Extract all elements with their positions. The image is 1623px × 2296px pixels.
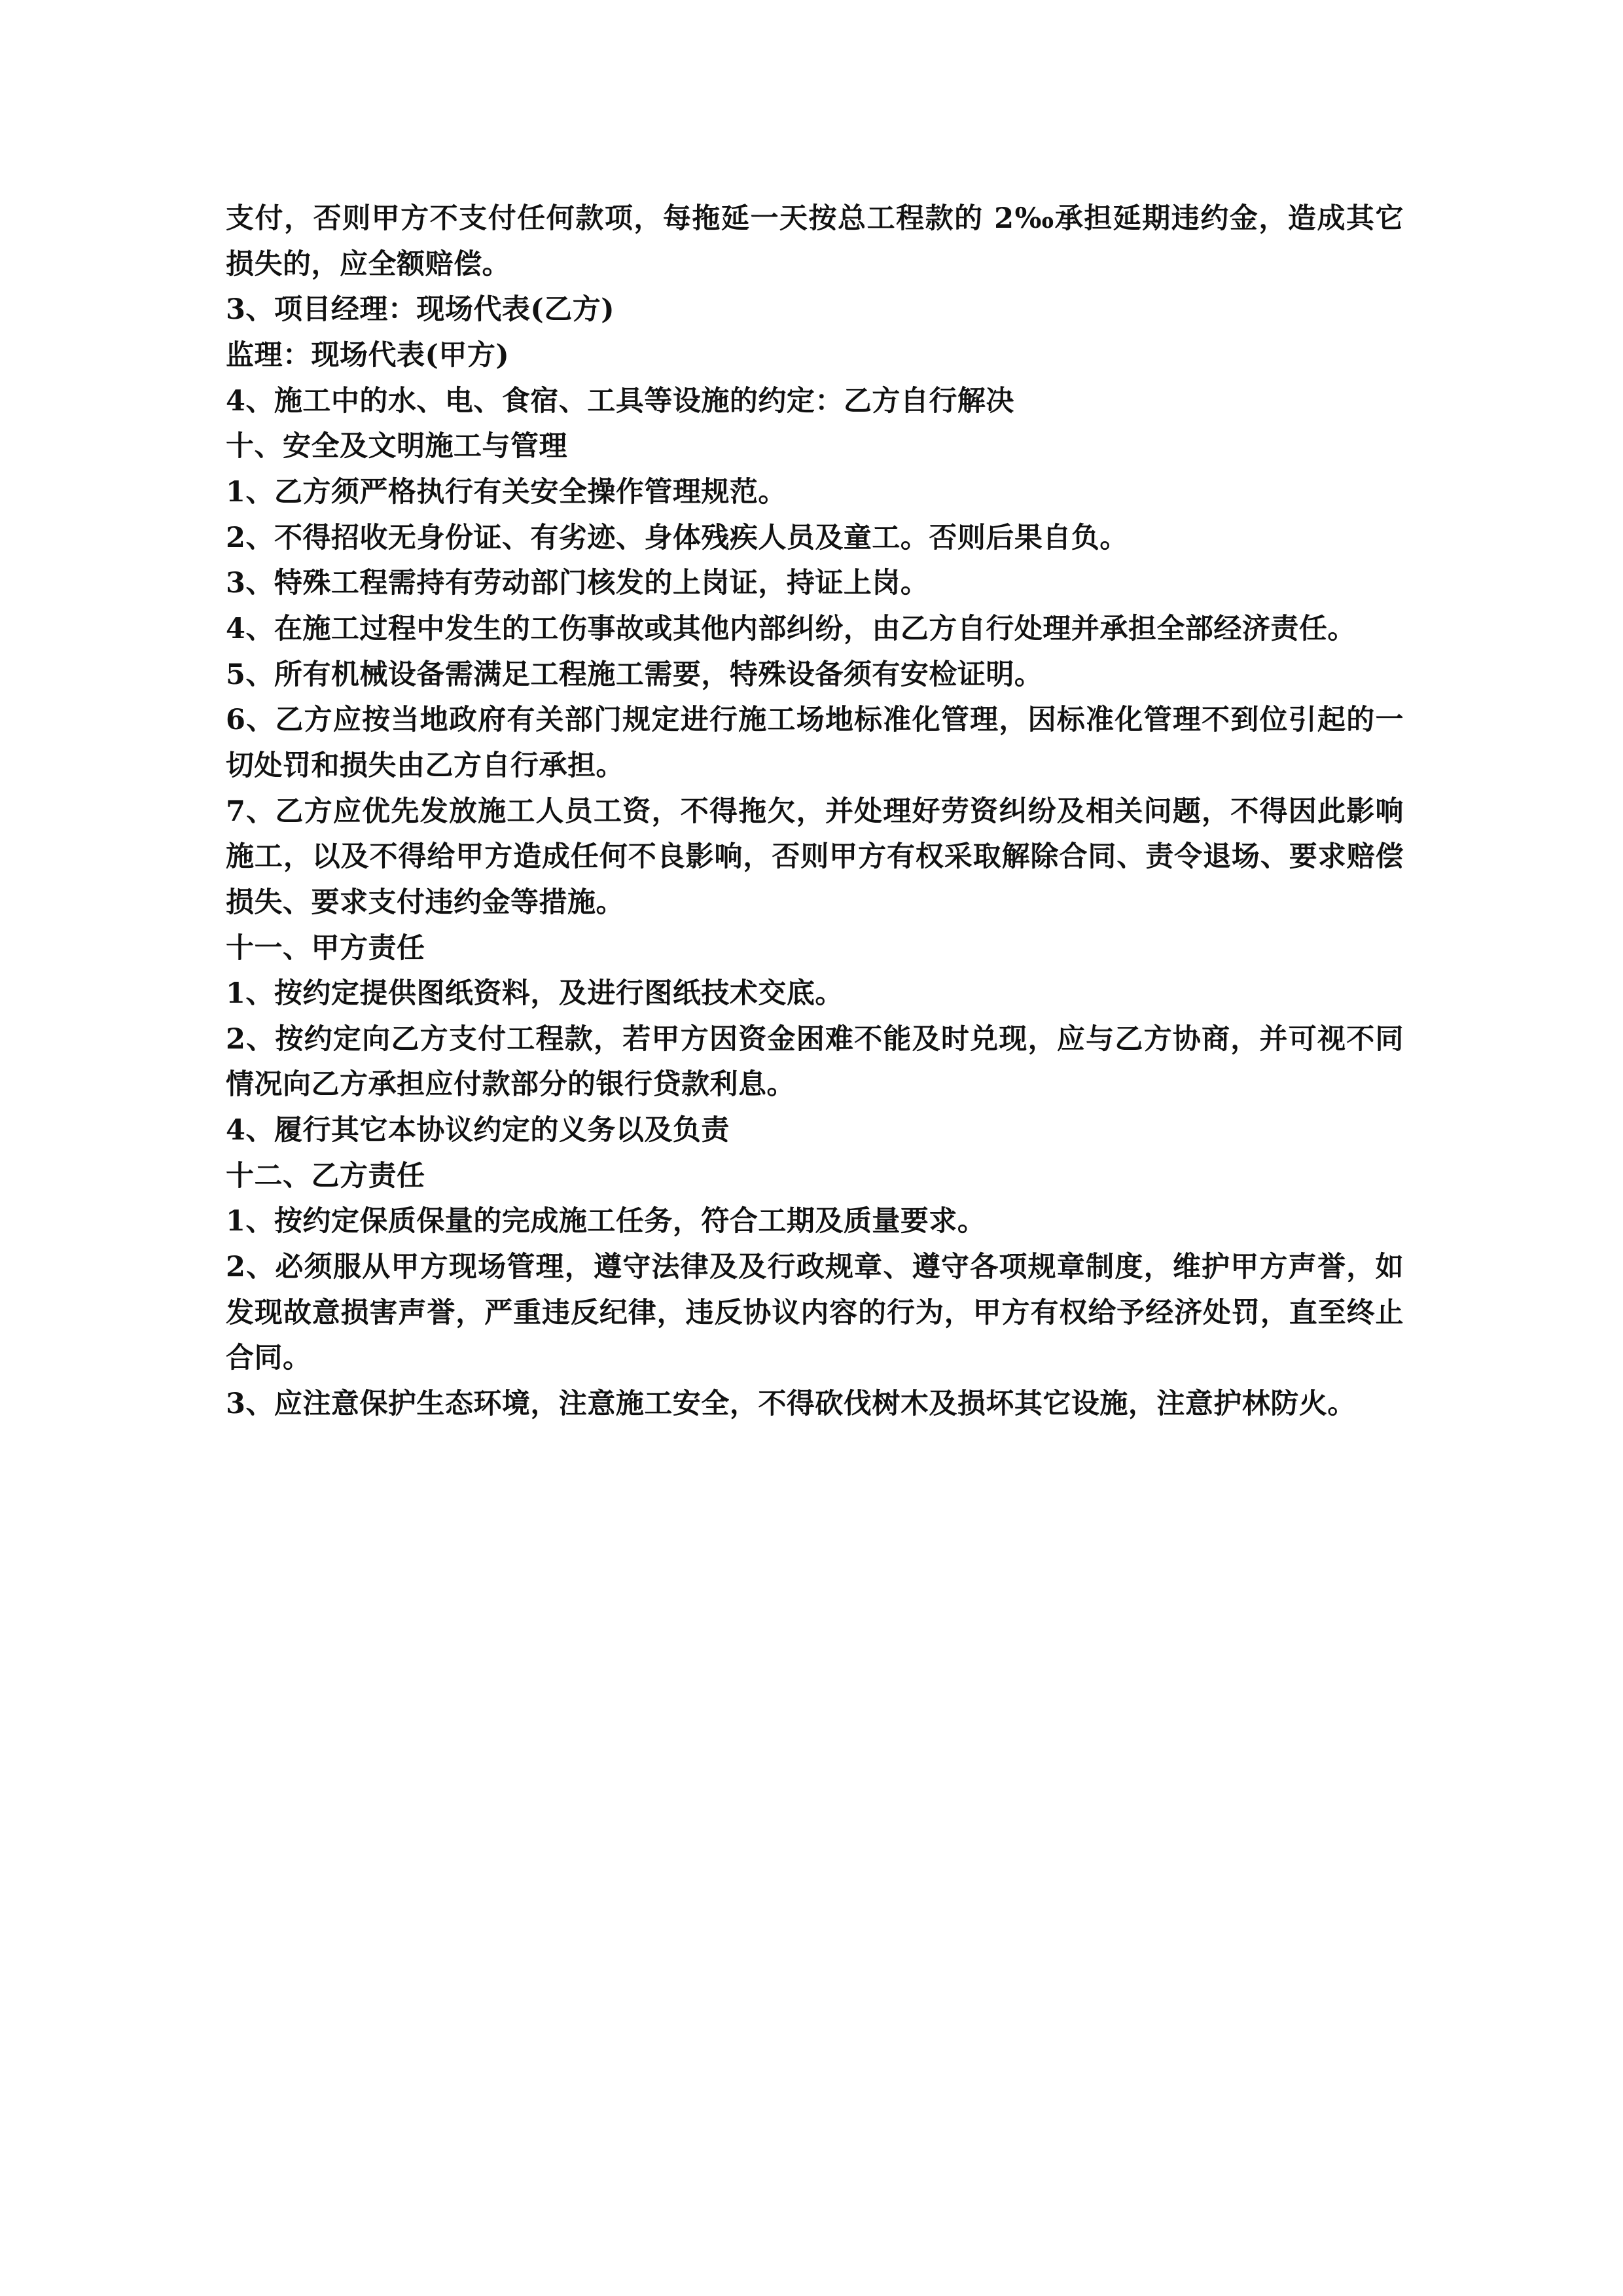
- section-heading-party-a-duties: 十一、甲方责任: [226, 931, 425, 965]
- paragraph-safety-6: 6、乙方应按当地政府有关部门规定进行施工场地标准化管理，因标准化管理不到位引起的一切处罚和损失由乙方自行承担。: [226, 704, 1404, 782]
- section-heading-party-b-duties: 十二、乙方责任: [226, 1159, 425, 1193]
- paragraph-payment-penalty: 支付，否则甲方不支付任何款项，每拖延一天按总工程款的 2‰承担延期违约金，造成其它损失的，应全额赔偿。: [226, 202, 1404, 281]
- paragraph-safety-5: 5、所有机械设备需满足工程施工需要，特殊设备须有安检证明。: [226, 658, 1043, 691]
- paragraph-safety-2: 2、不得招收无身份证、有劣迹、身体残疾人员及童工。否则后果自负。: [226, 521, 1128, 554]
- paragraph-party-a-4: 4、履行其它本协议约定的义务以及负责: [226, 1114, 730, 1147]
- paragraph-facilities: 4、施工中的水、电、食宿、工具等设施的约定：乙方自行解决: [226, 384, 1014, 418]
- paragraph-party-b-3: 3、应注意保护生态环境，注意施工安全，不得砍伐树木及损坏其它设施，注意护林防火。: [226, 1388, 1356, 1421]
- paragraph-party-a-2: 2、按约定向乙方支付工程款，若甲方因资金困难不能及时兑现，应与乙方协商，并可视不同情况向乙方承担应付款部分的银行贷款利息。: [226, 1022, 1404, 1102]
- paragraph-supervisor: 监理：现场代表(甲方): [226, 338, 510, 372]
- paragraph-party-b-1: 1、按约定保质保量的完成施工任务，符合工期及质量要求。: [226, 1205, 986, 1238]
- paragraph-safety-3: 3、特殊工程需持有劳动部门核发的上岗证，持证上岗。: [226, 567, 929, 600]
- paragraph-safety-1: 1、乙方须严格执行有关安全操作管理规范。: [226, 475, 787, 509]
- paragraph-party-b-2: 2、必须服从甲方现场管理，遵守法律及及行政规章、遵守各项规章制度，维护甲方声誉，如发现故意损害声誉，严重违反纪律，违反协议内容的行为，甲方有权给予经济处罚，直至终止合同。: [226, 1251, 1404, 1375]
- paragraph-safety-7: 7、乙方应优先发放施工人员工资，不得拖欠，并处理好劳资纠纷及相关问题，不得因此影响施工，以及不得给甲方造成任何不良影响，否则甲方有权采取解除合同、责令退场、要求赔偿损失、要求支付违约金等措施。: [226, 795, 1404, 919]
- paragraph-safety-4: 4、在施工过程中发生的工伤事故或其他内部纠纷，由乙方自行处理并承担全部经济责任。: [226, 612, 1356, 645]
- paragraph-party-a-1: 1、按约定提供图纸资料，及进行图纸技术交底。: [226, 977, 844, 1011]
- section-heading-safety: 十、安全及文明施工与管理: [226, 430, 567, 463]
- document-body: [226, 196, 1404, 1427]
- paragraph-project-manager: 3、项目经理：现场代表(乙方): [226, 293, 615, 327]
